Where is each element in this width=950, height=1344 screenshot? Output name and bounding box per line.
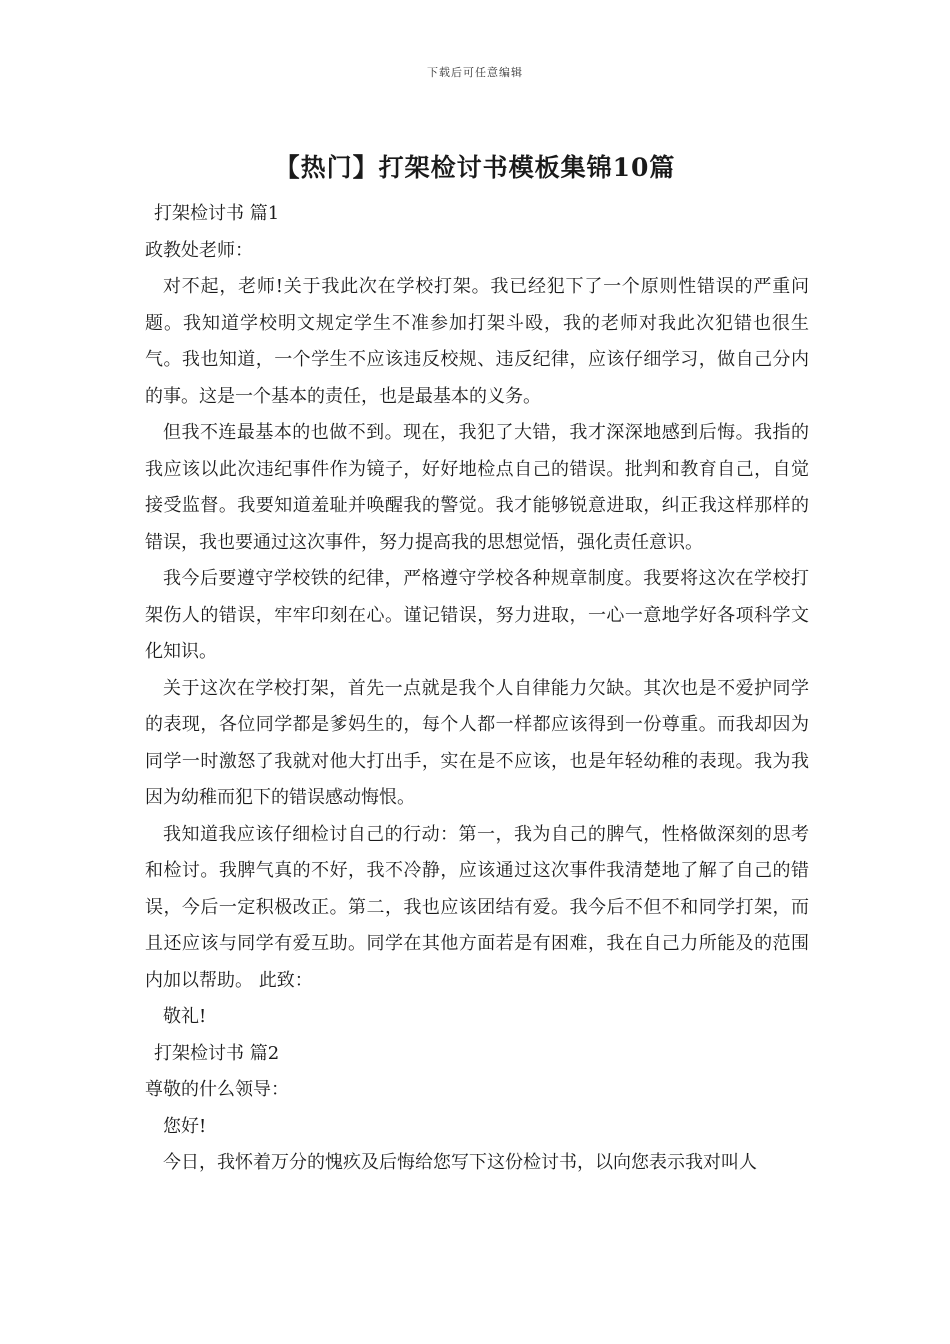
paragraph: 今日，我怀着万分的愧疚及后悔给您写下这份检讨书，以向您表示我对叫人 [163, 1152, 757, 1173]
greeting-line: 您好! [163, 1115, 207, 1137]
document-title: 【热门】打架检讨书模板集锦10篇 [274, 153, 676, 182]
closing-line: 敬礼! [163, 1006, 207, 1027]
document-body [145, 196, 809, 1182]
header-note: 下载后可任意编辑 [427, 66, 523, 79]
paragraph: 我今后要遵守学校铁的纪律，严格遵守学校各种规章制度。我要将这次在学校打架伤人的错误，牢牢印刻在心。谨记错误，努力进取，一心一意地学好各项科学文化知识。 [145, 568, 809, 662]
paragraph: 对不起，老师!关于我此次在学校打架。我已经犯下了一个原则性错误的严重问题。我知道学校明文规定学生不准参加打架斗殴，我的老师对我此次犯错也很生气。我也知道，一个学生不应该违反校规、违反纪律，应该仔细学习，做自己分内的事。这是一个基本的责任，也是最基本的义务。 [145, 276, 809, 407]
section-heading: 打架检讨书 篇1 [154, 203, 280, 224]
paragraph: 关于这次在学校打架，首先一点就是我个人自律能力欠缺。其次也是不爱护同学的表现，各位同学都是爹妈生的，每个人都一样都应该得到一份尊重。而我却因为同学一时激怒了我就对他大打出手，实在是不应该，也是年轻幼稚的表现。我为我因为幼稚而犯下的错误感动悔恨。 [145, 677, 809, 808]
salutation: 尊敬的什么领导： [145, 1079, 289, 1100]
salutation: 政教处老师： [145, 239, 253, 261]
paragraph: 我知道我应该仔细检讨自己的行动：第一，我为自己的脾气，性格做深刻的思考和检讨。我脾气真的不好，我不冷静，应该通过这次事件我清楚地了解了自己的错误，今后一定积极改正。第二，我也应该团结有爱。我今后不但不和同学打架，而且还应该与同学有爱互助。同学在其他方面若是有困难，我在自己力所能及的范围内加以帮助。 此致： [145, 823, 809, 991]
section-heading: 打架检讨书 篇2 [154, 1042, 280, 1064]
paragraph: 但我不连最基本的也做不到。现在，我犯了大错，我才深深地感到后悔。我指的我应该以此次违纪事件作为镜子，好好地检点自己的错误。批判和教育自己，自觉接受监督。我要知道羞耻并唤醒我的警觉。我才能够锐意进取，纠正我这样那样的错误，我也要通过这次事件，努力提高我的思想觉悟，强化责任意识。 [145, 422, 809, 553]
